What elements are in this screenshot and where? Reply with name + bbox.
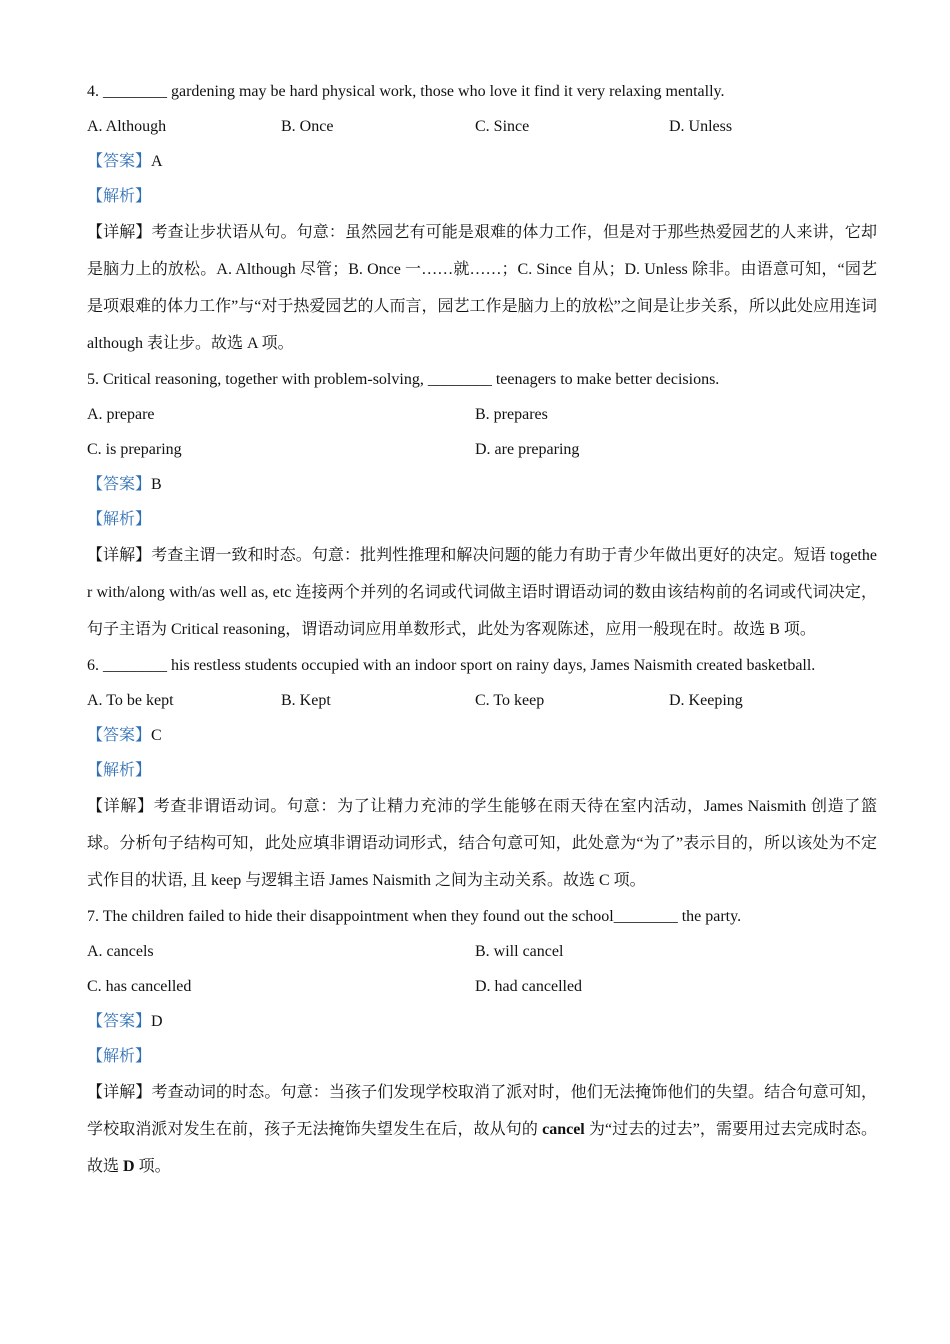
option-b: B. prepares [475,406,548,423]
question-stem: 6. ________ his restless students occupied with an indoor sport on rainy days, James Naismith created basketball. [87,657,816,674]
question-stem: 4. ________ gardening may be hard physical work, those who love it find it very relaxing mentally. [87,83,725,100]
option-a: A. To be kept [87,692,174,709]
option-c: C. Since [475,118,530,135]
options-row [87,397,877,432]
answer-value: D [151,1013,163,1030]
options-row [87,109,877,144]
detail-paragraph [87,1074,877,1185]
detail-paragraph [87,214,877,362]
option-a: A. cancels [87,943,154,960]
detail-paragraph [87,788,877,899]
option-c: C. has cancelled [87,978,192,995]
answer-line [87,718,877,753]
analysis-line [87,502,877,537]
option-b: B. Once [281,118,334,135]
answer-value: C [151,727,162,744]
detail-tag: 【详解】 [87,224,152,241]
option-b: B. will cancel [475,943,564,960]
detail-bold-answer: D [123,1158,135,1175]
answer-tag: 【答案】 [87,153,152,170]
answer-line [87,1004,877,1039]
detail-text: 考查动词的时态。句意：当孩子们发现学校取消了派对时，他们无法掩饰他们的失望。结合句意可知，学校取消派对发生在前，孩子无法掩饰失望发生在后，故从句的 [87,1084,877,1138]
option-a: A. Although [87,118,167,135]
option-d: D. Keeping [669,692,743,709]
option-b: B. Kept [281,692,331,709]
question-stem: 7. The children failed to hide their disappointment when they found out the school________ the party. [87,908,742,925]
detail-text: 项。 [134,1158,171,1175]
document-page [87,74,877,1185]
detail-text: 考查让步状语从句。句意：虽然园艺有可能是艰难的体力工作，但是对于那些热爱园艺的人来讲，它却是脑力上的放松。A. Although 尽管；B. Once 一……就……；C. Since 自从；D. Unless 除非。由语意可知，“园艺是项艰难的体力工作”与“对于热爱园艺的人而言，园艺工作是脑力上的放松”之间是让步关系，所以此处应用连词 although 表让步。故选 A 项。 [87,224,877,352]
question-6 [87,648,877,899]
detail-tag: 【详解】 [87,547,152,564]
detail-paragraph [87,537,877,648]
option-d: D. Unless [669,118,733,135]
analysis-tag: 【解析】 [87,188,152,205]
analysis-line [87,1039,877,1074]
analysis-line [87,753,877,788]
answer-tag: 【答案】 [87,1013,152,1030]
option-d: D. had cancelled [475,978,583,995]
question-stem: 5. Critical reasoning, together with problem-solving, ________ teenagers to make better decisions. [87,371,720,388]
question-7 [87,899,877,1185]
detail-tag: 【详解】 [87,1084,152,1101]
options-row [87,432,877,467]
detail-bold-term: cancel [542,1121,585,1138]
analysis-tag: 【解析】 [87,1048,152,1065]
options-row [87,683,877,718]
answer-tag: 【答案】 [87,727,152,744]
answer-tag: 【答案】 [87,476,152,493]
options-row [87,934,877,969]
detail-text: 为“过去的过去”，需要用过去完成时态。故选 [87,1121,877,1175]
options-row [87,969,877,1004]
answer-value: B [151,476,162,493]
answer-line [87,467,877,502]
option-c: C. To keep [475,692,545,709]
question-5 [87,362,877,648]
detail-text: 考查非谓语动词。句意：为了让精力充沛的学生能够在雨天待在室内活动，James Naismith 创造了篮球。分析句子结构可知，此处应填非谓语动词形式，结合句意可知，此处意为“为了”表示目的，所以该处为不定式作目的状语, 且 keep 与逻辑主语 James Naismith 之间为主动关系。故选 C 项。 [87,798,877,889]
question-4 [87,74,877,362]
analysis-line [87,179,877,214]
detail-tag: 【详解】 [87,798,154,815]
answer-value: A [151,153,163,170]
option-c: C. is preparing [87,441,182,458]
analysis-tag: 【解析】 [87,762,152,779]
option-d: D. are preparing [475,441,580,458]
answer-line [87,144,877,179]
detail-text: 考查主谓一致和时态。句意：批判性推理和解决问题的能力有助于青少年做出更好的决定。短语 together with/along with/as well as, etc 连接两个并列的名词或代词做主语时谓语动词的数由该结构前的名词或代词决定，句子主语为 Critical reasoning，谓语动词应用单数形式，此处为客观陈述，应用一般现在时。故选 B 项。 [87,547,877,638]
option-a: A. prepare [87,406,155,423]
analysis-tag: 【解析】 [87,511,152,528]
